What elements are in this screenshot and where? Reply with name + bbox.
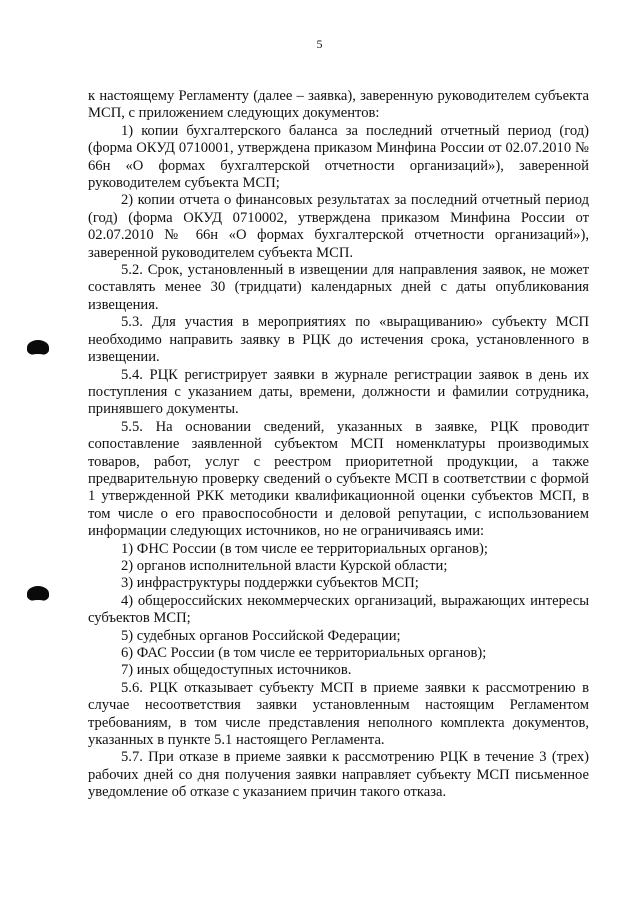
list-item: 3) инфраструктуры поддержки субъектов МСП; [121,575,419,592]
punch-hole-mark [27,340,49,355]
list-item: 2) органов исполнительной власти Курской области; [121,557,448,574]
paragraph: 5.4. РЦК регистрирует заявки в журнале регистрации заявок в день их поступления с указанием даты, времени, должности и фамилии сотрудника, принявшего документы. [88,366,589,418]
paragraph: 1) копии бухгалтерского баланса за последний отчетный период (год) (форма ОКУД 0710001, утверждена приказом Минфина России от 02.07.2010 № 66н «О формах бухгалтерской отчетности организаций»), заверенной руководителем субъекта МСП; [88,122,589,192]
list-item: 4) общероссийских некоммерческих организаций, выражающих интересы субъектов МСП; [88,592,589,627]
list-item: 6) ФАС России (в том числе ее территориальных органов); [121,645,487,661]
paragraph: 5.5. На основании сведений, указанных в заявке, РЦК проводит сопоставление заявленной субъектом МСП номенклатуры производимых товаров, работ, услуг с реестром приоритетной продукции, а также предварительную проверку сведений о субъекте МСП в соответствии с формой 1 утвержденной РКК методики квалификационной оценки субъектов МСП, в том числе о его правоспособности и деловой репутации, с использованием информации следующих источников, но не ограничиваясь ими: [88,418,589,540]
page-number: 5 [316,37,323,51]
document-body [88,88,589,802]
paragraph: 5.3. Для участия в мероприятиях по «выращиванию» субъекту МСП необходимо направить заявку в РЦК до истечения срока, установленного в извещении. [88,314,589,366]
list-item: 7) иных общедоступных источников. [121,662,352,679]
list-item: 5) судебных органов Российской Федерации; [121,627,401,644]
list-item: 1) ФНС России (в том числе ее территориальных органов); [121,540,488,557]
paragraph: 5.7. При отказе в приеме заявки к рассмотрению РЦК в течение 3 (трех) рабочих дней со дня получения заявки направляет субъекту МСП письменное уведомление об отказе с указанием причин такого отказа. [88,749,589,801]
punch-hole-mark [27,586,49,601]
paragraph: 5.6. РЦК отказывает субъекту МСП в приеме заявки к рассмотрению в случае несоответствия заявки установленным настоящим Регламентом требованиям, в том числе представления неполного комплекта документов, указанных в пункте 5.1 настоящего Регламента. [88,679,589,749]
paragraph: 5.2. Срок, установленный в извещении для направления заявок, не может составлять менее 30 (тридцати) календарных дней с даты опубликования извещения. [88,262,589,313]
paragraph: 2) копии отчета о финансовых результатах за последний отчетный период (год) (форма ОКУД 0710002, утверждена приказом Минфина России от 02.07.2010 № 66н «О формах бухгалтерской отчетности организаций»), заверенной руководителем субъекта МСП. [88,192,589,261]
paragraph: к настоящему Регламенту (далее – заявка), заверенную руководителем субъекта МСП, с приложением следующих документов: [88,88,589,122]
